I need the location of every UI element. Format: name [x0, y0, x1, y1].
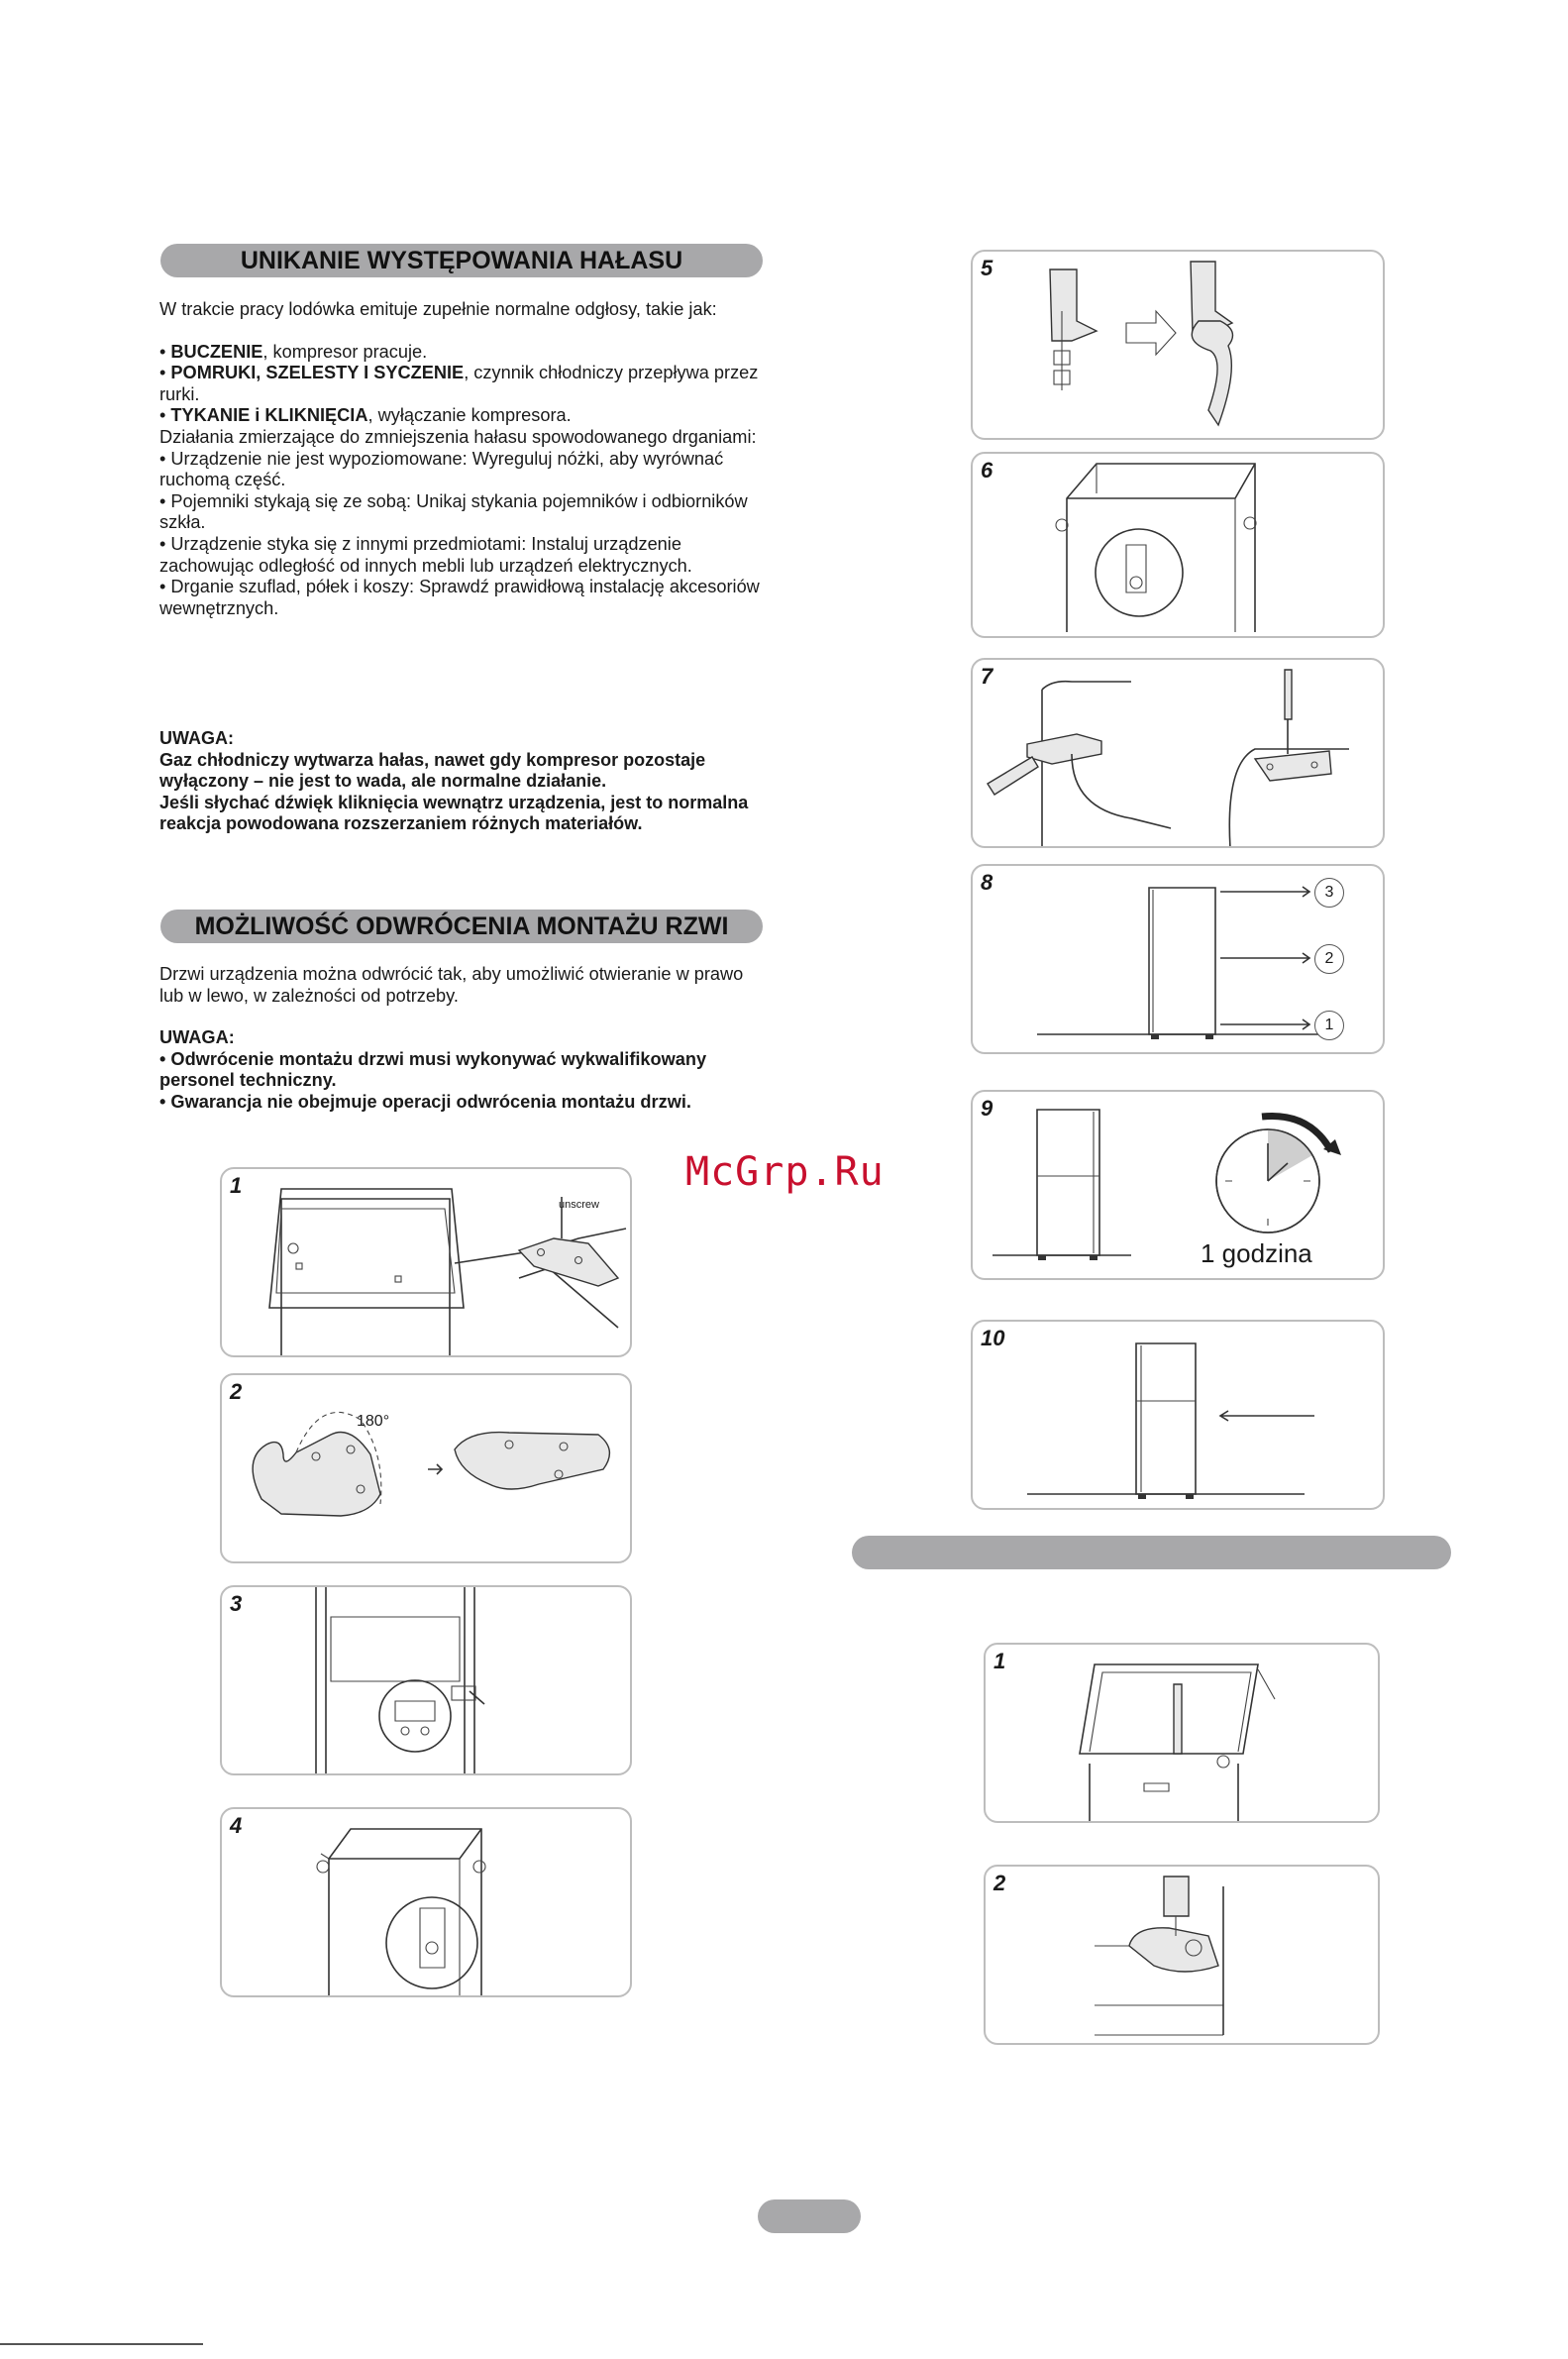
step-illustration	[222, 1809, 630, 1995]
step-number: 2	[230, 1379, 243, 1404]
measure-item: • Drganie szuflad, półek i koszy: Sprawdź prawidłową instalację akcesoriów wewnętrznych.	[159, 577, 760, 618]
step-number: 4	[230, 1813, 243, 1838]
step-illustration	[973, 660, 1383, 846]
step-illustration	[222, 1587, 630, 1773]
step-panel-7	[971, 658, 1385, 848]
step-illustration	[986, 1645, 1378, 1821]
section-header-noise: UNIKANIE WYSTĘPOWANIA HAŁASU	[160, 244, 763, 277]
step-panel-5	[971, 250, 1385, 440]
step-panel-2	[220, 1373, 632, 1563]
note-title: UWAGA:	[159, 728, 234, 748]
measures-lead: Działania zmierzające do zmniejszenia hałasu spowodowanego drganiami:	[159, 426, 757, 447]
unscrew-label: unscrew	[559, 1199, 599, 1211]
door-text-block	[159, 964, 764, 1114]
order-label: 3	[1314, 878, 1344, 908]
sound-item: • BUCZENIE, kompresor pracuje.	[159, 341, 428, 362]
step-panel-bottom-2	[984, 1865, 1380, 2045]
step-panel-9	[971, 1090, 1385, 1280]
step-illustration	[973, 1322, 1383, 1508]
step-number: 9	[981, 1096, 993, 1121]
step-number: 5	[981, 256, 993, 280]
order-label: 1	[1314, 1011, 1344, 1040]
angle-label: 180°	[357, 1413, 390, 1430]
measure-item: • Urządzenie nie jest wypoziomowane: Wyreguluj nóżki, aby wyrównać ruchomą część.	[159, 448, 724, 490]
note-line: Jeśli słychać dźwięk kliknięcia wewnątrz urządzenia, jest to normalna reakcja powodowana rozszerzaniem różnych materiałów.	[159, 792, 749, 834]
step-number: 1	[230, 1173, 243, 1198]
step-illustration	[973, 252, 1383, 438]
footer-rule	[0, 2343, 203, 2345]
noise-intro: W trakcie pracy lodówka emituje zupełnie normalne odgłosy, takie jak:	[159, 299, 717, 319]
step-number: 3	[230, 1591, 243, 1616]
step-panel-1	[220, 1167, 632, 1357]
sound-item: • TYKANIE i KLIKNIĘCIA, wyłączanie kompresora.	[159, 405, 572, 426]
step-number: 10	[981, 1326, 1005, 1350]
step-panel-10	[971, 1320, 1385, 1510]
noise-text-block	[159, 299, 764, 619]
step-panel-6	[971, 452, 1385, 638]
step-number: 7	[981, 664, 993, 689]
note-line: Gaz chłodniczy wytwarza hałas, nawet gdy kompresor pozostaje wyłączony – nie jest to wada, ale normalne działanie.	[159, 749, 706, 792]
door-intro: Drzwi urządzenia można odwrócić tak, aby umożliwić otwieranie w prawo lub w lewo, w zależności od potrzeby.	[159, 964, 744, 1006]
step-illustration	[973, 1092, 1383, 1278]
section-header-door: MOŻLIWOŚĆ ODWRÓCENIA MONTAŻU RZWI	[160, 910, 763, 943]
step-panel-bottom-1	[984, 1643, 1380, 1823]
step-illustration	[986, 1867, 1378, 2043]
hour-label: 1 godzina	[1201, 1238, 1312, 1268]
step-number: 1	[993, 1649, 1006, 1673]
section-header-blank	[852, 1536, 1451, 1569]
note-line: • Gwarancja nie obejmuje operacji odwrócenia montażu drzwi.	[159, 1091, 691, 1112]
step-illustration	[973, 454, 1383, 636]
step-number: 6	[981, 458, 993, 483]
measure-item: • Urządzenie styka się z innymi przedmiotami: Instaluj urządzenie zachowując odległość od innych mebli lub urządzeń elektrycznych.	[159, 533, 692, 576]
step-panel-3	[220, 1585, 632, 1775]
note-title: UWAGA:	[159, 1027, 235, 1048]
step-illustration	[222, 1169, 630, 1355]
step-panel-4	[220, 1807, 632, 1997]
note-line: • Odwrócenie montażu drzwi musi wykonywać wykwalifikowany personel techniczny.	[159, 1048, 707, 1091]
note-noise	[159, 728, 764, 835]
order-label: 2	[1314, 944, 1344, 974]
step-number: 2	[993, 1871, 1006, 1895]
measure-item: • Pojemniki stykają się ze sobą: Unikaj stykania pojemników i odbiorników szkła.	[159, 490, 748, 533]
sound-item: • POMRUKI, SZELESTY I SYCZENIE, czynnik chłodniczy przepływa przez rurki.	[159, 363, 759, 404]
step-panel-8	[971, 864, 1385, 1054]
step-illustration	[222, 1375, 630, 1561]
step-number: 8	[981, 870, 993, 895]
watermark-text: McGrp.Ru	[685, 1149, 885, 1195]
page-number-pill	[758, 2199, 861, 2233]
